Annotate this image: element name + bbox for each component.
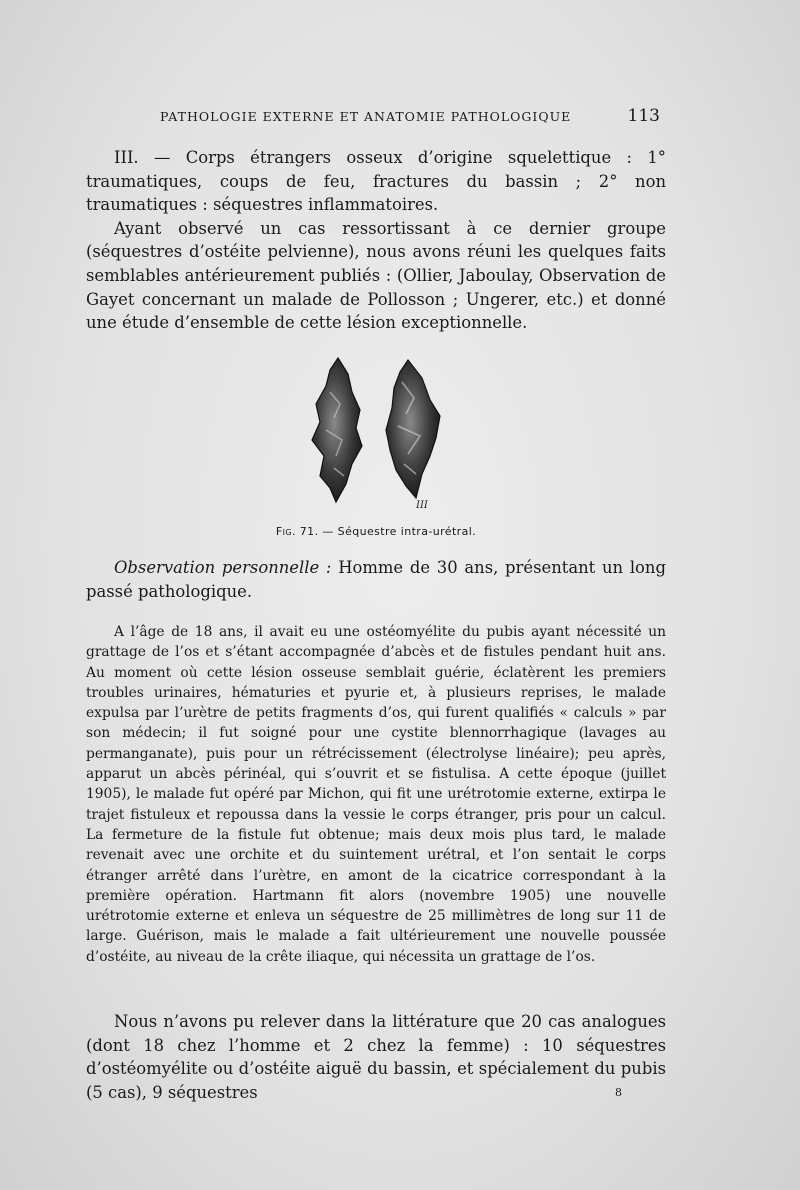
right-bone-fragment [386,360,440,498]
figure-label: Fig. 71. [275,525,319,538]
paragraph-intro: Ayant observé un cas ressortissant à ce dernier groupe (séquestres d’ostéite pelvienne), nous avons réuni les quelques faits semblables antérieurement publiés : (Ollier, Jaboulay, Observation de Gayet concernant un malade de Pollosson ; Ungerer, etc.) et donné une étude d’ensemble de cette lésion exceptionnelle. [86,218,666,333]
signature-mark: 8 [615,1086,622,1099]
paragraph-classification: III. — Corps étrangers osseux d’origine squelettique : 1° traumatiques, coups de feu, fractures du bassin ; 2° non traumatiques : séquestres inflammatoires. [86,148,666,215]
case-report-text: A l’âge de 18 ans, il avait eu une ostéomyélite du pubis ayant nécessité un grattage de l’os et s’étant accompagnée d’abcès et de fistules pendant huit ans. Au moment où cette lésion osseuse semblait guérie, éclatèrent les premiers troubles urinaires, hématuries et pyurie et, à plusieurs reprises, le malade expulsa par l’urètre de petits fragments d’os, qui furent qualifiés « calculs » par son médecin; il fut soigné pour une cystite blennorrhagique (lavages au permanganate), puis pour un rétrécissement (électrolyse linéaire); peu après, apparut un abcès périnéal, qui s’ouvrit et se fistulisa. A cette époque (juillet 1905), le malade fut opéré par Michon, qui fit une urétrotomie externe, extirpa le trajet fistuleux et repoussa dans la vessie le corps étranger, pris pour un calcul. La fermeture de la fistule fut obtenue; mais deux mois plus tard, le malade revenait avec une orchite et du suintement urétral, et l’on sentait le corps étranger arrêté dans l’urètre, en amont de la cicatrice correspondant à la première opération. Hartmann fit alors (novembre 1905) une nouvelle urétrotomie externe et enleva un séquestre de 25 millimètres de long sur 11 de large. Guérison, mais le malade a fait ultérieurement une nouvelle poussée d’ostéite, au niveau de la crête iliaque, qui nécessita un grattage de l’os. [86,624,666,965]
paragraph-literature: Nous n’avons pu relever dans la littérature que 20 cas analogues (dont 18 chez l’homme et 2 chez la femme) : 10 séquestres d’ostéomyélite ou d’ostéite aiguë du bassin, et spécialement du pubis (5 cas), 9 séquestres [86,1012,666,1102]
case-report [86,622,666,967]
final-section [86,1010,666,1104]
running-header [160,106,660,126]
observation-text: Homme de 30 ans, présentant un long passé pathologique. [86,558,666,601]
observation-heading [86,556,666,603]
observation-title: Observation personnelle : [114,558,332,577]
figure-marker: III [416,500,428,511]
bone-sequestrum-figure [290,352,460,512]
figure-caption-text: — Séquestre intra-urétral. [322,525,477,538]
left-bone-fragment [312,358,362,502]
page-number: 113 [627,106,660,126]
figure-caption [86,525,666,538]
header-title: PATHOLOGIE EXTERNE ET ANATOMIE PATHOLOGIQUE [160,109,572,124]
intro-section [86,146,666,335]
